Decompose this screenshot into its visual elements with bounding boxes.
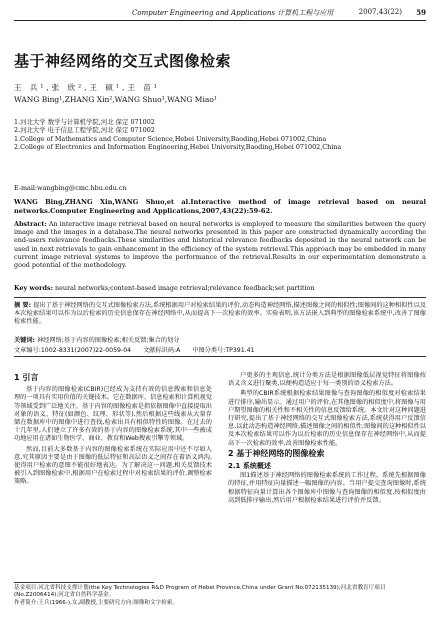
issue-date: 2007,43(22) [358, 8, 402, 16]
running-header [14, 6, 426, 21]
authors-chinese: 王 兵¹,张 欣²,王 硕¹,王 苗¹ [14, 83, 160, 92]
keywords-chinese [14, 335, 426, 344]
divider [14, 297, 426, 298]
keywords-text: neural networks;content-based image retrieval;relevance feedback;set partition [55, 284, 315, 292]
keywords-cn-text: 神经网络;基于内容的图像检索;相关反馈;集合的划分 [37, 337, 180, 344]
keywords-english [14, 284, 426, 292]
affiliation-en-2: 2.College of Electronics and Information Engineering,Hebei University,Baoding,Hebei 071002,China [14, 143, 342, 152]
paragraph: 然而,目前大多数基于内容的图像检索系统在实际应用中还不尽如人意,究其原因主要是由于图像的低层特征和高层语义之间存在着语义鸿沟,使得用户检索的意图不能很好地表达。为了解决这一问题,相关反馈技术被引入到图像检索中,根据用户在检索过程中对检索结果的评价,调整检索策略。 [14, 445, 212, 486]
classification-line [14, 345, 426, 354]
divider [14, 356, 426, 357]
footnote-author: 作者简介:王兵(1966-),女,副教授,主要研究方向:图像和文字检索。 [14, 599, 178, 606]
page-number: 59 [416, 8, 426, 17]
affiliation-en-1: 1.College of Mathematics and Computer Science,Hebei University,Baoding,Hebei 071002,China [14, 134, 327, 143]
article-number: 文章编号:1002-8331(2007)22-0059-04 [14, 347, 132, 354]
abstract-chinese [14, 302, 426, 327]
citation: WANG Bing,ZHANG Xin,WANG Shuo,et al.Interactive method of image retrieval based on neural networks.Computer Engineering and Applications,2007,43(22):59-62. [14, 198, 426, 215]
subsection-heading-overview: 2.1 系统概述 [228, 462, 271, 471]
paragraph: 基于内容的图像检索(CBIR)已经成为支持有效的信息搜索和信息处理的一项具有实用价值的关键技术。它在数据库、信息检索和计算机视觉等领域受到广泛地关注。基于内容的图像检索是指依据图像中直接提取出对象的语义、特征(如颜色、纹理、形状等),然后根据这些线索从大量存储在数据库中的图像中进行查找,检索出具有相似特性的图像。在过去的十几年里,人们建立了许多有效的基于内容的图像检索系统,其中一些被成功地应用在诸如生物医学、商业、教育和Web搜索引擎等领域。 [14, 386, 212, 443]
abstract-cn-label: 摘 要: [14, 302, 32, 309]
keywords-cn-label: 关键词: [14, 337, 36, 344]
abstract-text: An interactive image retrieval based on neural networks is employed to measure the similarities between the query image and the images in a database.The neural networks presented in this paper are constructed dynamically according the end-users relevance feedbacks.These similarities and historical relevance feedbacks deposited in the neural network can be used in next retrievals to gain enhancement in the efficiency of the system retrieval.This approach may be embedded in many current image retrieval systems to improve the performance of the retrieval.Results in our experimentation demonstrate a good potential of the methodology. [14, 220, 426, 270]
article-title: 基于神经网络的交互式图像检索 [14, 52, 232, 70]
left-column [14, 372, 212, 489]
abstract-cn-text: 提出了基于神经网络的交互式图像检索方法,系统根据用户对检索结果的评价,动态构造神经网络,描述图像之间的相似性;图像间的这种相似性以及本次检索结果可以作为以后检索的历史信息保存在神经网络中,从而提高下一次检索的效率。实验表明,该方法嵌入到典型的图像检索系统中,改善了图像检索性能。 [14, 302, 427, 326]
paragraph: 图1描述基于神经网络的图像检索系统的工作过程。系统先根据图像的特征,并用特征向量描述一幅图像的内容。当用户提交查询图像时,系统根据特征向量计算出各个图像库中图像与查询图像的相似度,按相似度由高到低排序输出,然后用户根据检索结果进行评价并反馈。 [228, 472, 426, 504]
section-heading-method: 2 基于神经网络的图像检索 [228, 448, 325, 458]
authors-english: WANG Bing¹,ZHANG Xin²,WANG Shuo¹,WANG Miao¹ [14, 95, 217, 104]
section-heading-intro: 1 引言 [14, 373, 39, 382]
affiliation-cn-1: 1.河北大学 数学与计算机学院,河北 保定 071002 [14, 118, 155, 126]
affiliation-cn-2: 2.河北大学 电子信息工程学院,河北 保定 071002 [14, 126, 155, 135]
footnotes [14, 585, 426, 607]
clc-number: 中图分类号:TP391.41 [192, 347, 255, 354]
paragraph: 户更多的主观信息,统计分类方法是根据图像低层视觉特征将图像按语义含义进行聚类,以便构造适应于每一类别的语义检索方法。 [228, 372, 426, 388]
abstract-english [14, 220, 426, 269]
journal-name: Computer Engineering and Applications 计算机工程与应用 [132, 9, 334, 17]
right-column [228, 372, 426, 507]
footnote-divider [14, 582, 154, 583]
paragraph: 典型的CBIR系统根据检索结果图像与查询图像的相似度对检索结果进行排序,输出显示。通过用户的评价,在其他图像的相似度中,将图像与用户期望图像的相关性和不相关性的信息反馈给系统。本文针对这种问题进行研究,提出了基于神经网络的交互式图像检索方法,系统获得用户反馈信息,以此动态构造神经网络,描述图像之间的相似性;图像间的这种相似性以及本次检索结果可以作为以后检索的历史信息保存在神经网络中,从而提高下一次检索的效率,改善图像检索性能。 [228, 390, 426, 447]
affiliations [14, 118, 426, 152]
keywords-label: Key words: [14, 284, 53, 292]
document-code: 文献标识码:A [143, 347, 181, 354]
footnote-funding: 基金项目:河北省科技支撑计划(the Key Technologies R&D Program of Hebei Province,China under Grant No.072135139);河北省教育厅项目(No.Z2006414);河北省自然科学基金。 [14, 585, 386, 599]
email-link[interactable]: E-mail:wangbing@cmc.hbu.edu.cn [14, 184, 127, 192]
abstract-label: Abstract: [14, 220, 47, 228]
